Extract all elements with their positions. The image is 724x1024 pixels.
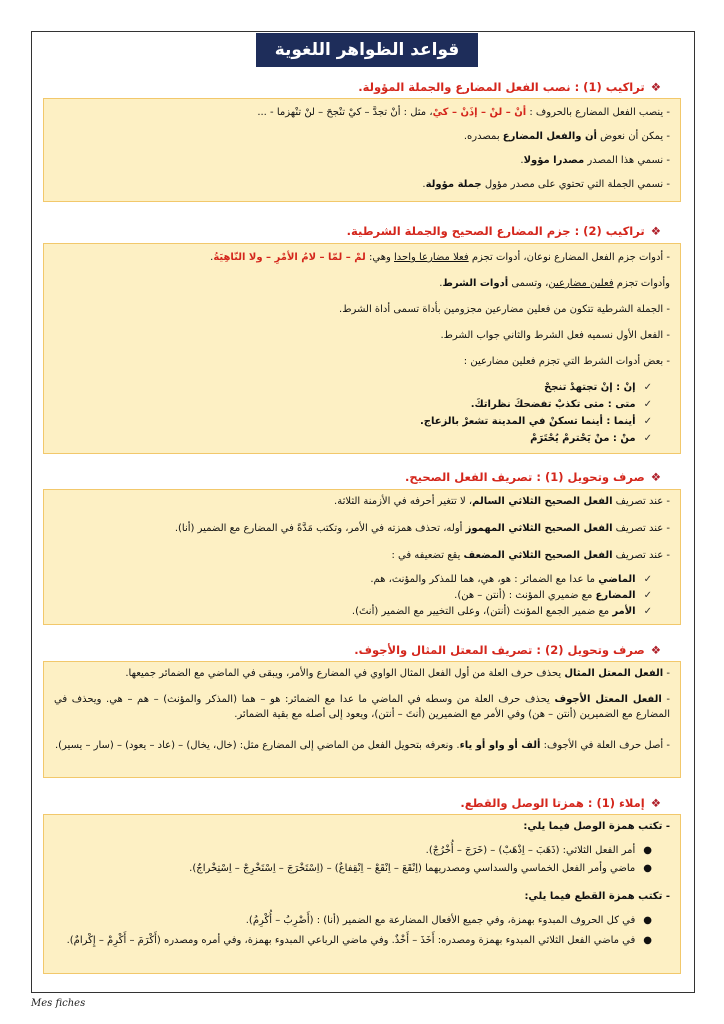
- s2-line-3: - الجملة الشرطية تتكون من فعلين مضارعين مجزومين بأداة تسمى أداة الشرط.: [339, 304, 670, 315]
- check-item: ✓المضارع مع ضميري المؤنث : (أنتن – هن).: [454, 590, 652, 601]
- section-box-1: [43, 98, 681, 202]
- section-box-3: [43, 489, 681, 625]
- bullet-icon: ●: [643, 935, 652, 946]
- section-heading-5: ❖إملاء (1) : همزتا الوصل والقطع.: [460, 796, 661, 810]
- section-box-4: [43, 661, 681, 778]
- s3-line-3: - عند تصريف الفعل الصحيح الثلاثي المضعف يقع تضعيفه في :: [391, 550, 670, 561]
- bullet-icon: ●: [643, 915, 652, 926]
- section-heading-2: ❖تراكيب (2) : جزم المضارع الصحيح والجملة الشرطية.: [346, 224, 661, 238]
- check-item: ✓منْ : منْ يَحْترمْ يُحْتَرَمْ: [530, 433, 652, 444]
- check-icon: ✓: [643, 416, 652, 427]
- diamond-bullet-icon: ❖: [650, 224, 661, 238]
- s1-line-4: - نسمي الجملة التي تحتوي على مصدر مؤول جملة مؤولة.: [422, 179, 670, 190]
- check-item: ✓متى : متى تكذبْ تفضحكَ نظراتكَ.: [470, 399, 652, 410]
- s2-line-1: - أدوات جزم الفعل المضارع نوعان، أدوات تجزم فعلا مضارعا واحدا وهي: لمْ – لمّا – لامُ الأمْرِ – ولا النّاهِيَةُ.: [210, 252, 670, 263]
- s1-line-2: - يمكن أن نعوض أن والفعل المضارع بمصدره.: [463, 131, 670, 142]
- diamond-bullet-icon: ❖: [650, 643, 661, 657]
- s2-line-5: - بعض أدوات الشرط التي تجزم فعلين مضارعين :: [463, 356, 670, 367]
- s5-subheading-1: - تكتب همزة الوصل فيما يلي:: [523, 821, 670, 832]
- section-heading-3: ❖صرف وتحويل (1) : تصريف الفعل الصحيح.: [405, 470, 661, 484]
- diamond-bullet-icon: ❖: [650, 470, 661, 484]
- bullet-item: ●ماضي وأمر الفعل الخماسي والسداسي ومصدريهما (اِنْقَعَ – اِنْقَعْ – اِنْقِفاعٌ) – (اِسْتَخْرَجَ – اِسْتَخْرِجْ – اِسْتِخْراجٌ).: [189, 863, 652, 874]
- bullet-item: ●أمر الفعل الثلاثي: (ذَهَبَ – اِذْهَبْ) – (خَرَجَ – أُخْرُجْ).: [425, 845, 652, 856]
- check-icon: ✓: [643, 606, 652, 617]
- bullet-icon: ●: [643, 863, 652, 874]
- s2-line-2: وأدوات تجزم فعلين مضارعين، وتسمى أدوات الشرط.: [439, 278, 670, 289]
- bullet-item: ●في ماضي الفعل الثلاثي المبدوء بهمزة ومصدره: أَخَذَ – أَخْذٌ. وفي ماضي الرباعي المبدوء بهمزة، وفي أمره ومصدره (أَكْرَمَ – أَكْرِمْ – إِكْرامٌ).: [66, 935, 652, 946]
- page-title: قواعد الظواهر اللغوية: [256, 33, 478, 67]
- s2-line-4: - الفعل الأول نسميه فعل الشرط والثاني جواب الشرط.: [440, 330, 670, 341]
- check-icon: ✓: [643, 433, 652, 444]
- section-heading-1: ❖تراكيب (1) : نصب الفعل المضارع والجملة المؤولة.: [358, 80, 661, 94]
- s4-line-3: - أصل حرف العلة في الأجوف: ألف أو واو أو ياء. ونعرفه بتحويل الفعل من الماضي إلى المضارع مثل: (خال، يخال) – (عاد – يعود) – (سار – يسير).: [54, 740, 670, 751]
- s1-line-3: - نسمي هذا المصدر مصدرا مؤولا.: [520, 155, 670, 166]
- s3-line-2: - عند تصريف الفعل الصحيح الثلاثي المهموز أوله، تحذف همزته في الأمر، وتكتب مَدَّةً في المضارع مع الضمير (أنا).: [174, 523, 670, 534]
- check-icon: ✓: [643, 382, 652, 393]
- section-box-2: [43, 243, 681, 454]
- check-item: ✓إنْ : إنْ تجتهدْ تنجحْ: [544, 382, 652, 393]
- s3-line-1: - عند تصريف الفعل الصحيح الثلاثي السالم، لا تتغير أحرفه في الأزمنة الثلاثة.: [334, 496, 670, 507]
- diamond-bullet-icon: ❖: [650, 80, 661, 94]
- bullet-icon: ●: [643, 845, 652, 856]
- check-item: ✓الأمر مع ضمير الجمع المؤنث (أنتن)، وعلى التخيير مع الضمير (أنتَ).: [351, 606, 652, 617]
- diamond-bullet-icon: ❖: [650, 796, 661, 810]
- bullet-item: ●في كل الحروف المبدوء بهمزة، وفي جميع الأفعال المضارعة مع الضمير (أنا) : (أَضْرِبُ – أُكْرِمُ).: [245, 915, 652, 926]
- check-item: ✓الماضي ما عدا مع الضمائر : هو، هي، هما للمذكر والمؤنث، هم.: [370, 574, 652, 585]
- check-icon: ✓: [643, 399, 652, 410]
- check-icon: ✓: [643, 590, 652, 601]
- footer-signature: Mes fiches: [31, 998, 86, 1009]
- section-box-5: [43, 814, 681, 974]
- s4-line-1: - الفعل المعتل المثال يحذف حرف العلة من أول الفعل المثال الواوي في المضارع والأمر، ويبقى في الماضي مع الضمائر جميعها.: [125, 668, 670, 679]
- s5-subheading-2: - تكتب همزة القطع فيما يلي:: [524, 891, 670, 902]
- check-item: ✓أينما : أينما تسكنْ في المدينة تشعرْ بالزعاج.: [419, 416, 652, 427]
- s4-line-2: - الفعل المعتل الأجوف يحذف حرف العلة من وسطه في الماضي ما عدا مع الضمائر: هو – هما (المذكر والمؤنث) – هم – هي. ويحذف في المضارع مع الضميرين (أنتن – هن) وفي الأمر مع الضميرين (أنتَ – أنتن)، ويعود إلى أصله مع بقية الضمائر.: [54, 694, 671, 720]
- check-icon: ✓: [643, 574, 652, 585]
- s1-line-1: - ينصب الفعل المضارع بالحروف : أنْ – لنْ – إذَنْ – كيْ، مثل : أنْ تجدَّ – كيْ تنْجحَ – لنْ تنْهزما - ...: [257, 107, 670, 118]
- section-heading-4: ❖صرف وتحويل (2) : تصريف المعتل المثال والأجوف.: [354, 643, 661, 657]
